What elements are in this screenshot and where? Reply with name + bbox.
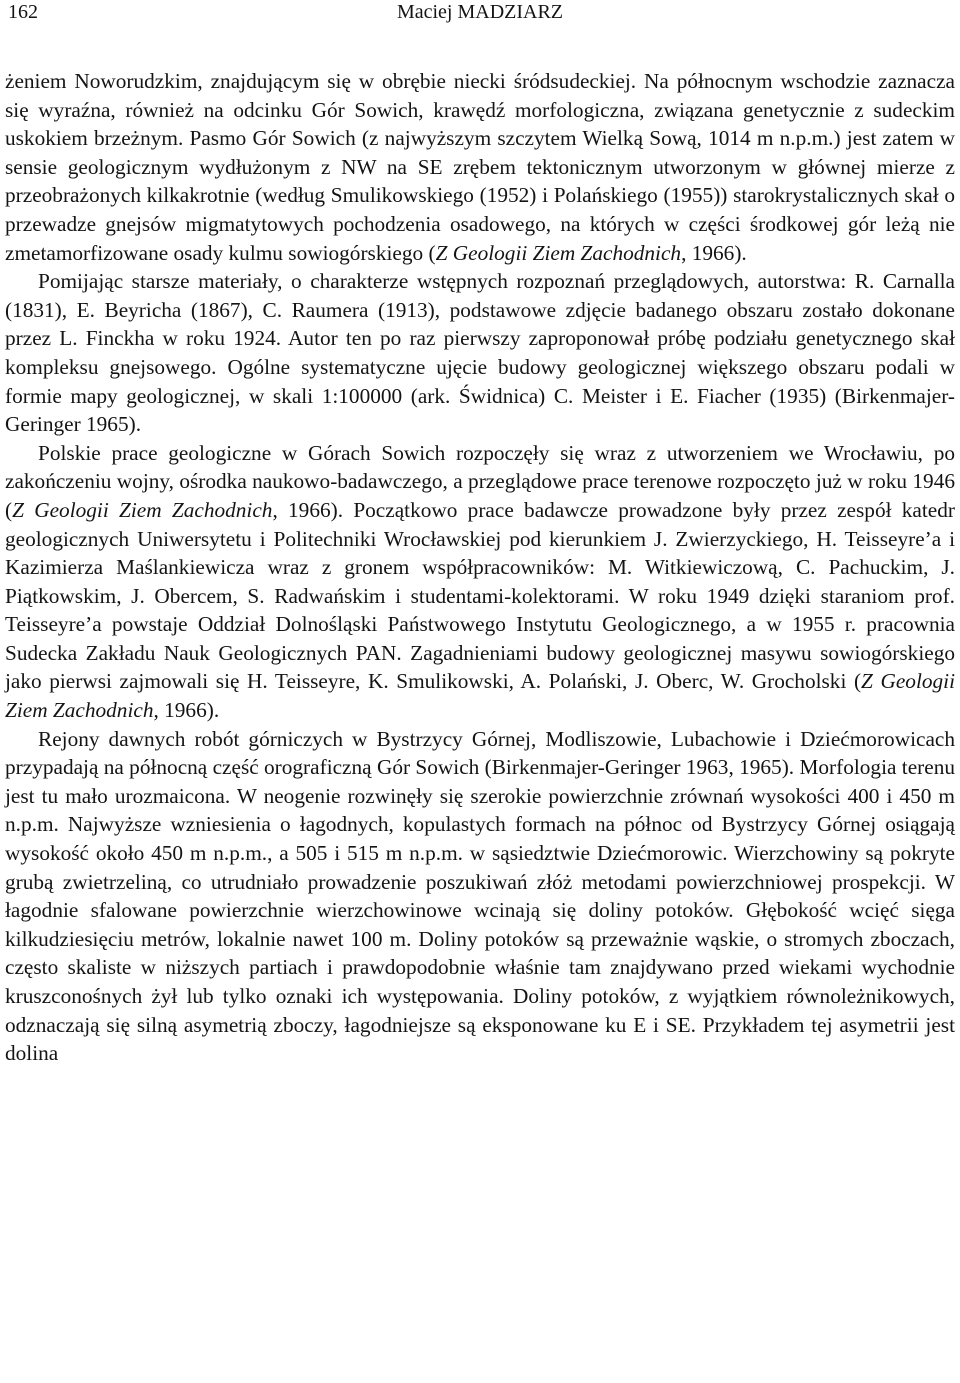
paragraph <box>5 725 955 1068</box>
paragraph-text: Rejony dawnych robót górniczych w Bystrzycy Górnej, Modliszowie, Lubachowie i Dziećmorowicach przypadają na północną część orograficzną Gór Sowich (Birkenmajer-Geringer 1963, 1965). Morfologia terenu jest tu mało urozmaicona. W neogenie rozwinęły się szerokie powierzchnie zrównań wysokości 400 i 450 m n.p.m. Najwyższe wzniesienia o łagodnych, kopulastych formach na północ od Bystrzycy Górnej osiągają wysokość około 450 m n.p.m., a 505 i 515 m n.p.m. w sąsiedztwie Dziećmorowic. Wierzchowiny są pokryte grubą zwietrzeliną, co utrudniało prowadzenie poszukiwań złóż metodami powierzchniowej prospekcji. W łagodnie sfalowane powierzchnie wierzchowinowe wcinają się doliny potoków. Głębokość wcięć sięga kilkudziesięciu metrów, lokalnie nawet 100 m. Doliny potoków są przeważnie wąskie, o stromych zboczach, często skaliste w niższych partiach i prawdopodobnie właśnie tam znajdywano przed wiekami wychodnie kruszconośnych żył lub tylko oznaki ich występowania. Doliny potoków, z wyjątkiem równoleżnikowych, odznaczają się silną asymetrią zboczy, łagodniejsze są eksponowane ku E i SE. Przykładem tej asymetrii jest dolina <box>5 726 955 1066</box>
page-header <box>8 0 952 30</box>
paragraph-text: Polskie prace geologiczne w Górach Sowich rozpoczęły się wraz z utworzeniem we Wrocławiu, po zakończeniu wojny, ośrodka naukowo-badawczego, a przeglądowe prace terenowe rozpoczęto już w roku 1946 ( <box>5 440 955 522</box>
paragraph-text: Pomijając starsze materiały, o charakterze wstępnych rozpoznań przeglądowych, autorstwa: R. Carnalla (1831), E. Beyricha (1867), C. Raumera (1913), podstawowe zdjęcie badanego obszaru zostało dokonane przez L. Finckha w roku 1924. Autor ten po raz pierwszy zaproponował próbę podziału genetycznego skał kompleksu gnejsowego. Ogólne systematyczne ujęcie budowy geologicznej większego obszaru podali w formie mapy geologicznej, w skali 1:100000 (ark. Świdnica) C. Meister i E. Fiacher (1935) (Birkenmajer-Geringer 1965). <box>5 269 955 437</box>
running-head-author: Maciej MADZIARZ <box>396 1 564 23</box>
page-number: 162 <box>8 1 38 23</box>
italic-citation: Z Geologii Ziem Zachodnich <box>435 240 682 265</box>
paragraph <box>5 439 955 725</box>
paragraph-text: , 1966). <box>153 698 220 723</box>
paragraph-text: , 1966). Początkowo prace badawcze prowadzone były przez zespół katedr geologicznych Uniwersytetu i Politechniki Wrocławskiej pod kierunkiem J. Zwierzyckiego, H. Teisseyre’a i Kazimierza Maślankiewicza wraz z gronem współpracowników: M. Witkiewiczową, C. Pachuckim, J. Piątkowskim, J. Obercem, S. Radwańskim i studentami-kolektorami. W roku 1949 dzięki staraniom prof. Teisseyre’a powstaje Oddział Dolnośląski Państwowego Instytutu Geologicznego, a w 1955 r. pracownia Sudecka Zakładu Nauk Geologicznych PAN. Zagadnieniami budowy geologicznej masywu sowiogórskiego jako pierwsi zajmowali się H. Teisseyre, K. Smulikowski, A. Polański, J. Oberc, W. Grocholski ( <box>5 497 955 694</box>
paragraph <box>5 67 955 267</box>
italic-citation: Z Geologii Ziem Zachodnich <box>12 497 273 522</box>
paragraph-text: żeniem Noworudzkim, znajdującym się w obrębie niecki śródsudeckiej. Na północnym wschodzie zaznacza się wyraźna, również na odcinku Gór Sowich, krawędź morfologiczna, związana genetycznie z sudeckim uskokiem brzeżnym. Pasmo Gór Sowich (z najwyższym szczytem Wielką Sową, 1014 m n.p.m.) jest zatem w sensie geologicznym wydłużonym z NW na SE zrębem tektonicznym utworzonym w głównej mierze z przeobrażonych kilkakrotnie (według Smulikowskiego (1952) i Polańskiego (1955)) starokrystalicznych skał o przewadze gnejsów migmatytowych pochodzenia osadowego, na których w części środkowej gór leżą nie zmetamorfizowane osady kulmu sowiogórskiego ( <box>5 69 955 265</box>
paragraph-text: , 1966). <box>681 240 747 265</box>
body-text <box>5 67 955 1068</box>
italic-citation: Z Geologii Ziem Zachodnich <box>5 669 955 723</box>
paragraph <box>5 267 955 439</box>
